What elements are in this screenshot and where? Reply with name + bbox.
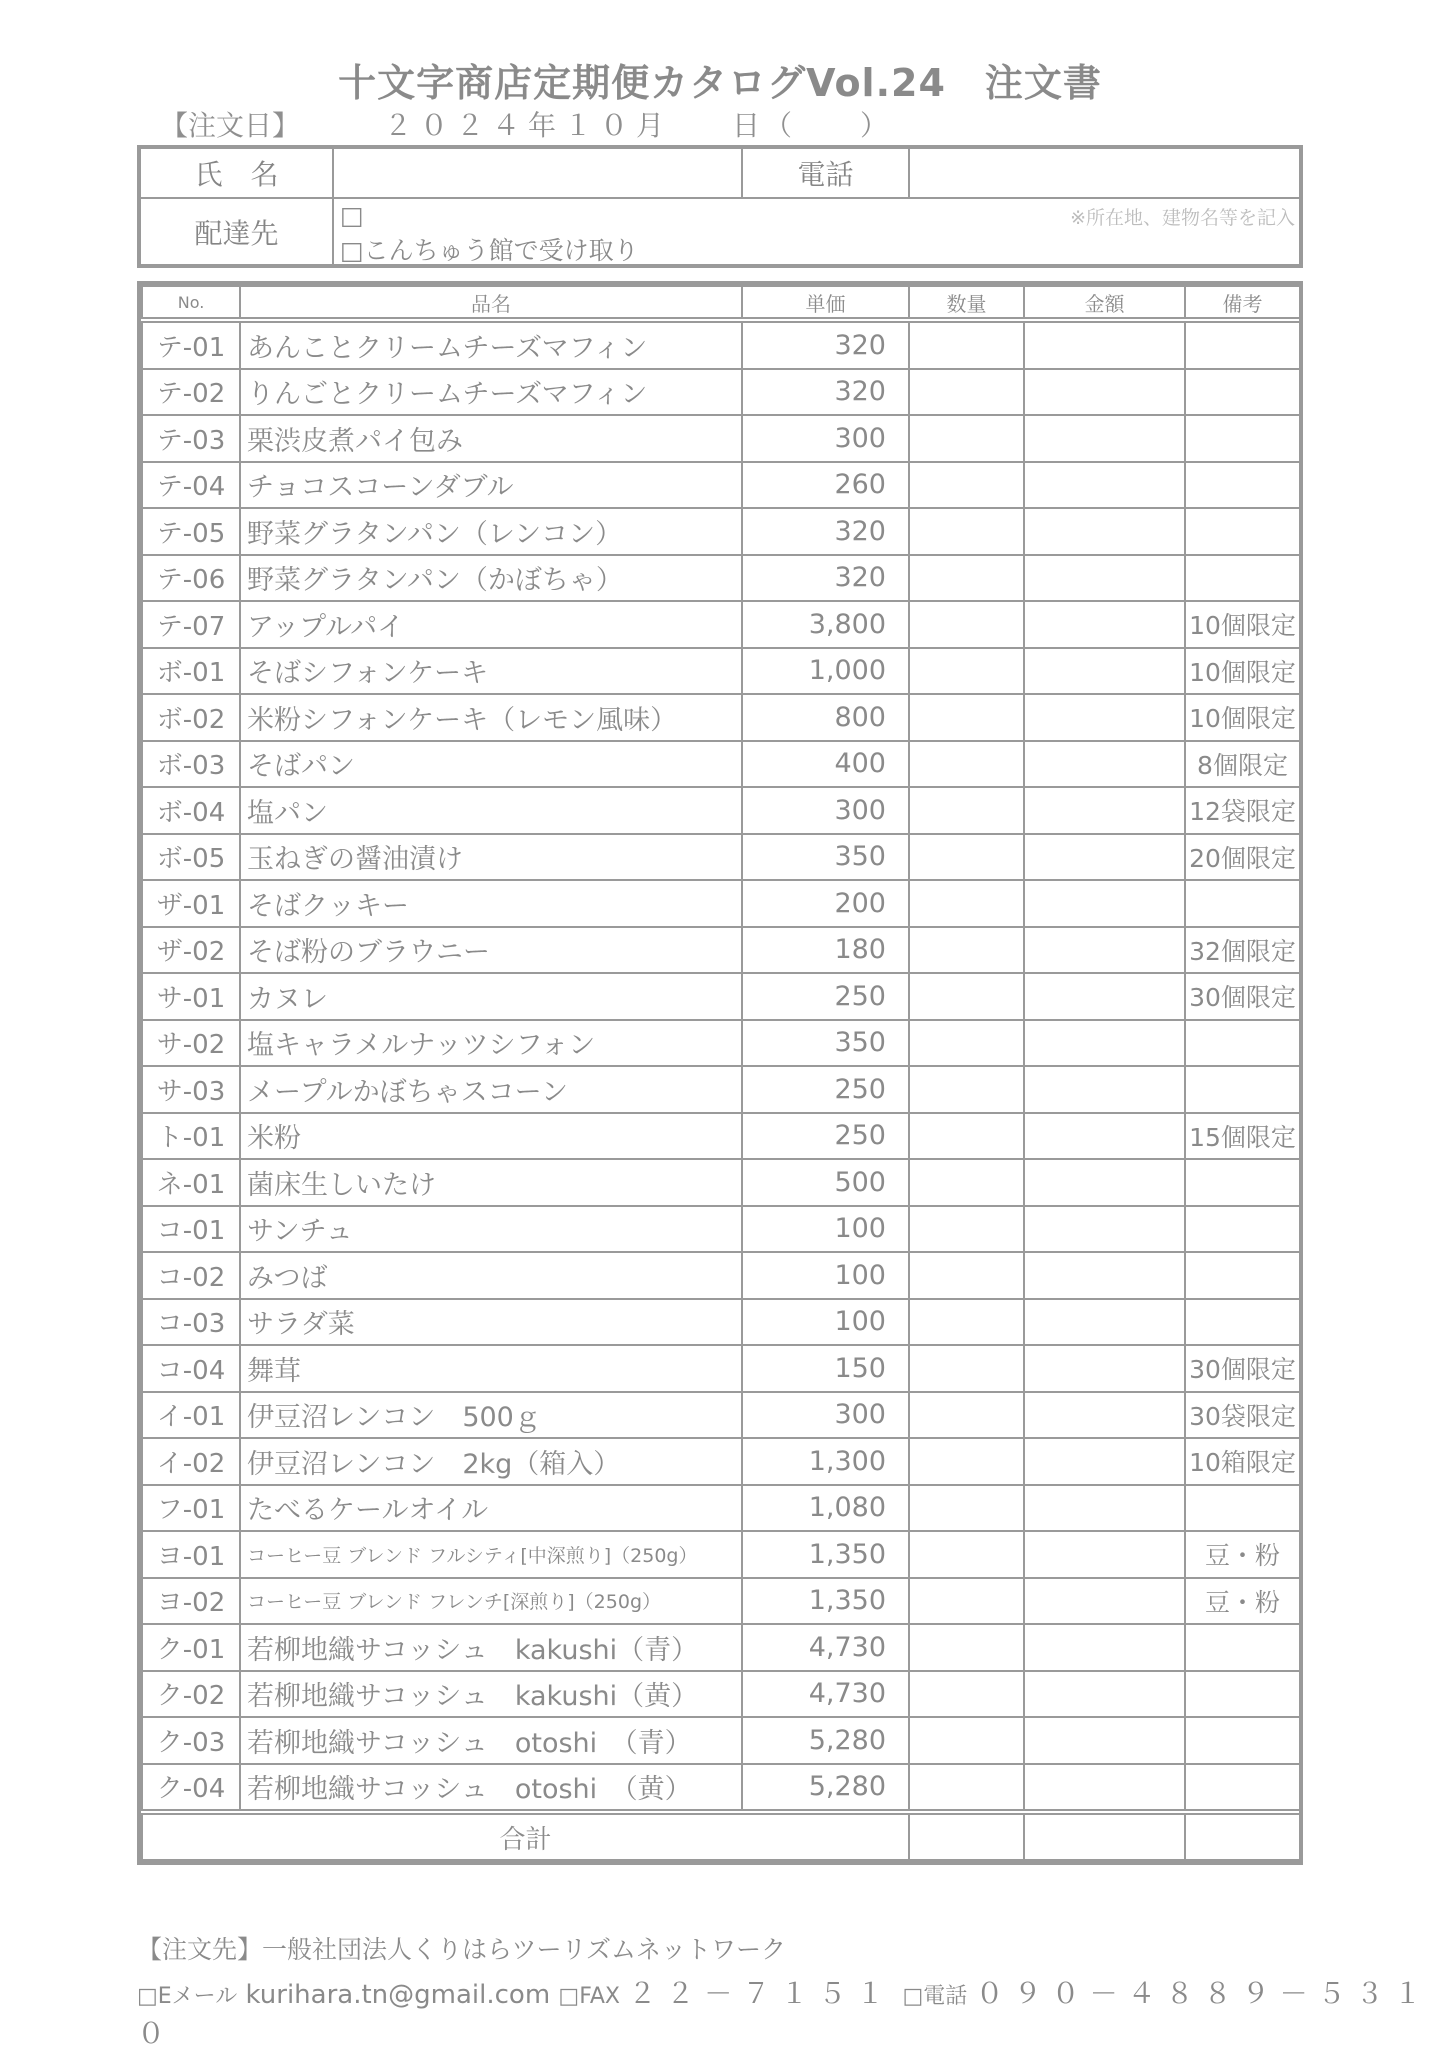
item-qty-field[interactable] xyxy=(909,694,1024,741)
table-row xyxy=(142,462,1300,509)
item-amount-field[interactable] xyxy=(1024,369,1185,416)
item-qty-field[interactable] xyxy=(909,508,1024,555)
item-name: サラダ菜 xyxy=(240,1299,742,1346)
total-qty-field[interactable] xyxy=(909,1812,1024,1860)
item-no: ク-04 xyxy=(142,1764,240,1813)
table-row xyxy=(142,508,1300,555)
item-name: そばクッキー xyxy=(240,880,742,927)
email-link[interactable]: kurihara.tn@gmail.com xyxy=(245,1980,551,2010)
item-price: 500 xyxy=(742,1159,909,1206)
item-qty-field[interactable] xyxy=(909,973,1024,1020)
item-price: 400 xyxy=(742,741,909,788)
name-field[interactable] xyxy=(334,149,743,199)
header-note: 備考 xyxy=(1185,286,1300,320)
table-row xyxy=(142,787,1300,834)
page-title: 十文字商店定期便カタログVol.24 注文書 xyxy=(338,61,1102,105)
item-amount-field[interactable] xyxy=(1024,1020,1185,1067)
item-no: コ-01 xyxy=(142,1206,240,1253)
item-name: 若柳地織サコッシュ kakushi（青） xyxy=(240,1624,742,1671)
item-name: たべるケールオイル xyxy=(240,1485,742,1532)
item-no: ヨ-01 xyxy=(142,1531,240,1578)
item-qty-field[interactable] xyxy=(909,927,1024,974)
item-amount-field[interactable] xyxy=(1024,834,1185,881)
table-row xyxy=(142,1113,1300,1160)
item-no: テ-04 xyxy=(142,462,240,509)
item-amount-field[interactable] xyxy=(1024,1531,1185,1578)
table-row xyxy=(142,1020,1300,1067)
item-amount-field[interactable] xyxy=(1024,880,1185,927)
delivery-pickup-checkbox[interactable]: □こんちゅう館で受け取り xyxy=(340,236,639,265)
item-price: 4,730 xyxy=(742,1624,909,1671)
item-name: アップルパイ xyxy=(240,601,742,648)
item-note xyxy=(1185,880,1300,927)
item-qty-field[interactable] xyxy=(909,1020,1024,1067)
item-note xyxy=(1185,1717,1300,1764)
item-name: チョコスコーンダブル xyxy=(240,462,742,509)
table-row xyxy=(142,880,1300,927)
item-note xyxy=(1185,1066,1300,1113)
item-name: 米粉シフォンケーキ（レモン風味） xyxy=(240,694,742,741)
item-no: ザ-01 xyxy=(142,880,240,927)
item-note: 30個限定 xyxy=(1185,1345,1300,1392)
item-note: 10個限定 xyxy=(1185,694,1300,741)
item-no: ク-01 xyxy=(142,1624,240,1671)
item-no: サ-02 xyxy=(142,1020,240,1067)
item-price: 1,080 xyxy=(742,1485,909,1532)
item-name: そばシフォンケーキ xyxy=(240,648,742,695)
item-no: テ-07 xyxy=(142,601,240,648)
item-name: 舞茸 xyxy=(240,1345,742,1392)
item-no: イ-02 xyxy=(142,1438,240,1485)
table-row xyxy=(142,1392,1300,1439)
phone-contact-label: □電話 xyxy=(902,1984,968,2009)
item-price: 350 xyxy=(742,834,909,881)
item-note: 10個限定 xyxy=(1185,648,1300,695)
item-note xyxy=(1185,320,1300,369)
item-qty-field[interactable] xyxy=(909,601,1024,648)
item-amount-field[interactable] xyxy=(1024,787,1185,834)
item-name: 栗渋皮煮パイ包み xyxy=(240,415,742,462)
item-name: 塩パン xyxy=(240,787,742,834)
item-price: 260 xyxy=(742,462,909,509)
item-qty-field[interactable] xyxy=(909,1159,1024,1206)
delivery-label: 配達先 xyxy=(141,199,334,264)
item-qty-field[interactable] xyxy=(909,1299,1024,1346)
item-name: 若柳地織サコッシュ otoshi （黄） xyxy=(240,1764,742,1813)
item-no: コ-03 xyxy=(142,1299,240,1346)
item-amount-field[interactable] xyxy=(1024,648,1185,695)
item-no: ト-01 xyxy=(142,1113,240,1160)
item-no: ボ-05 xyxy=(142,834,240,881)
item-amount-field[interactable] xyxy=(1024,1578,1185,1625)
item-name: サンチュ xyxy=(240,1206,742,1253)
item-note xyxy=(1185,1764,1300,1813)
item-qty-field[interactable] xyxy=(909,1531,1024,1578)
table-row xyxy=(142,555,1300,602)
total-row xyxy=(142,1812,1300,1860)
item-amount-field[interactable] xyxy=(1024,1066,1185,1113)
item-name: 若柳地織サコッシュ otoshi （青） xyxy=(240,1717,742,1764)
item-price: 800 xyxy=(742,694,909,741)
item-price: 250 xyxy=(742,1113,909,1160)
item-name: 伊豆沼レンコン 500ｇ xyxy=(240,1392,742,1439)
item-note xyxy=(1185,1624,1300,1671)
item-no: テ-01 xyxy=(142,320,240,369)
item-note: 15個限定 xyxy=(1185,1113,1300,1160)
table-row xyxy=(142,1159,1300,1206)
item-qty-field[interactable] xyxy=(909,320,1024,369)
item-note: 30個限定 xyxy=(1185,973,1300,1020)
header-no: No. xyxy=(142,286,240,320)
table-row xyxy=(142,1066,1300,1113)
item-qty-field[interactable] xyxy=(909,1113,1024,1160)
item-qty-field[interactable] xyxy=(909,1624,1024,1671)
order-date xyxy=(160,104,892,144)
table-row xyxy=(142,369,1300,416)
item-qty-field[interactable] xyxy=(909,1345,1024,1392)
item-qty-field[interactable] xyxy=(909,1764,1024,1813)
item-amount-field[interactable] xyxy=(1024,1299,1185,1346)
item-note xyxy=(1185,1159,1300,1206)
item-qty-field[interactable] xyxy=(909,369,1024,416)
item-no: ヨ-02 xyxy=(142,1578,240,1625)
item-no: ボ-01 xyxy=(142,648,240,695)
item-amount-field[interactable] xyxy=(1024,1764,1185,1813)
item-amount-field[interactable] xyxy=(1024,320,1185,369)
table-row xyxy=(142,1717,1300,1764)
item-qty-field[interactable] xyxy=(909,1717,1024,1764)
item-note xyxy=(1185,462,1300,509)
item-price: 300 xyxy=(742,1392,909,1439)
delivery-address-checkbox[interactable]: □ xyxy=(340,201,364,230)
item-note: 8個限定 xyxy=(1185,741,1300,788)
item-price: 250 xyxy=(742,973,909,1020)
table-row xyxy=(142,415,1300,462)
delivery-note: ※所在地、建物名等を記入 xyxy=(1070,207,1295,229)
item-qty-field[interactable] xyxy=(909,1485,1024,1532)
phone-number: ０９０－４８８９－５３１０ xyxy=(137,1977,1432,2050)
item-no: サ-01 xyxy=(142,973,240,1020)
table-row xyxy=(142,694,1300,741)
item-note xyxy=(1185,1299,1300,1346)
item-price: 200 xyxy=(742,880,909,927)
table-row xyxy=(142,648,1300,695)
fax-label: □FAX xyxy=(558,1984,620,2009)
order-date-day[interactable]: 日（ ） xyxy=(732,109,893,142)
item-amount-field[interactable] xyxy=(1024,1671,1185,1718)
item-no: コ-02 xyxy=(142,1252,240,1299)
item-note: 32個限定 xyxy=(1185,927,1300,974)
item-amount-field[interactable] xyxy=(1024,1624,1185,1671)
item-amount-field[interactable] xyxy=(1024,1485,1185,1532)
item-amount-field[interactable] xyxy=(1024,1113,1185,1160)
total-amount-field[interactable] xyxy=(1024,1812,1185,1860)
item-qty-field[interactable] xyxy=(909,880,1024,927)
item-qty-field[interactable] xyxy=(909,787,1024,834)
item-qty-field[interactable] xyxy=(909,1392,1024,1439)
item-qty-field[interactable] xyxy=(909,1252,1024,1299)
item-name: 菌床生しいたけ xyxy=(240,1159,742,1206)
item-price: 250 xyxy=(742,1066,909,1113)
item-note xyxy=(1185,1206,1300,1253)
table-row xyxy=(142,1438,1300,1485)
item-amount-field[interactable] xyxy=(1024,462,1185,509)
item-note: 30袋限定 xyxy=(1185,1392,1300,1439)
table-row xyxy=(142,1485,1300,1532)
table-row xyxy=(142,834,1300,881)
total-label: 合計 xyxy=(142,1812,909,1860)
item-note xyxy=(1185,508,1300,555)
item-name: 玉ねぎの醤油漬け xyxy=(240,834,742,881)
item-price: 320 xyxy=(742,508,909,555)
item-price: 320 xyxy=(742,369,909,416)
item-price: 1,300 xyxy=(742,1438,909,1485)
item-name: カヌレ xyxy=(240,973,742,1020)
item-no: テ-05 xyxy=(142,508,240,555)
item-no: ボ-04 xyxy=(142,787,240,834)
item-price: 100 xyxy=(742,1252,909,1299)
item-no: イ-01 xyxy=(142,1392,240,1439)
item-note xyxy=(1185,1252,1300,1299)
item-name: みつば xyxy=(240,1252,742,1299)
table-row xyxy=(142,1252,1300,1299)
item-no: ザ-02 xyxy=(142,927,240,974)
name-label: 氏 名 xyxy=(141,149,334,199)
item-qty-field[interactable] xyxy=(909,1671,1024,1718)
item-amount-field[interactable] xyxy=(1024,555,1185,602)
item-no: ボ-03 xyxy=(142,741,240,788)
item-note: 10個限定 xyxy=(1185,601,1300,648)
header-name: 品名 xyxy=(240,286,742,320)
item-amount-field[interactable] xyxy=(1024,415,1185,462)
item-name: 伊豆沼レンコン 2kg（箱入） xyxy=(240,1438,742,1485)
item-name: りんごとクリームチーズマフィン xyxy=(240,369,742,416)
table-row xyxy=(142,1578,1300,1625)
item-name: 若柳地織サコッシュ kakushi（黄） xyxy=(240,1671,742,1718)
table-row xyxy=(142,1206,1300,1253)
item-price: 320 xyxy=(742,320,909,369)
item-note: 10箱限定 xyxy=(1185,1438,1300,1485)
item-price: 5,280 xyxy=(742,1764,909,1813)
item-no: フ-01 xyxy=(142,1485,240,1532)
header-amount: 金額 xyxy=(1024,286,1185,320)
item-price: 300 xyxy=(742,787,909,834)
item-name: コーヒー豆 ブレンド フルシティ[中深煎り]（250g） xyxy=(240,1531,742,1578)
table-row xyxy=(142,973,1300,1020)
table-row xyxy=(142,1345,1300,1392)
item-amount-field[interactable] xyxy=(1024,601,1185,648)
order-to: 【注文先】一般社団法人くりはらツーリズムネットワーク xyxy=(137,1935,787,1964)
item-name: 野菜グラタンパン（レンコン） xyxy=(240,508,742,555)
order-date-value: ２０２４年１０月 xyxy=(384,109,673,142)
item-price: 5,280 xyxy=(742,1717,909,1764)
item-qty-field[interactable] xyxy=(909,1578,1024,1625)
item-qty-field[interactable] xyxy=(909,1206,1024,1253)
item-note xyxy=(1185,369,1300,416)
table-row xyxy=(142,1531,1300,1578)
table-header-row xyxy=(142,286,1300,320)
phone-field[interactable] xyxy=(910,149,1299,199)
item-amount-field[interactable] xyxy=(1024,1717,1185,1764)
order-contact xyxy=(137,1930,1440,2052)
item-amount-field[interactable] xyxy=(1024,1345,1185,1392)
item-name: コーヒー豆 ブレンド フレンチ[深煎り]（250g） xyxy=(240,1578,742,1625)
table-row xyxy=(142,1764,1300,1813)
item-no: テ-03 xyxy=(142,415,240,462)
item-qty-field[interactable] xyxy=(909,415,1024,462)
item-price: 100 xyxy=(742,1206,909,1253)
item-name: 塩キャラメルナッツシフォン xyxy=(240,1020,742,1067)
item-price: 300 xyxy=(742,415,909,462)
item-qty-field[interactable] xyxy=(909,1438,1024,1485)
table-row xyxy=(142,741,1300,788)
item-price: 1,000 xyxy=(742,648,909,695)
item-qty-field[interactable] xyxy=(909,834,1024,881)
item-price: 350 xyxy=(742,1020,909,1067)
item-amount-field[interactable] xyxy=(1024,1206,1185,1253)
item-name: メープルかぼちゃスコーン xyxy=(240,1066,742,1113)
customer-info-box xyxy=(137,145,1303,268)
order-items-table xyxy=(137,281,1303,1865)
table-row xyxy=(142,1299,1300,1346)
item-note xyxy=(1185,1485,1300,1532)
item-no: ボ-02 xyxy=(142,694,240,741)
item-price: 100 xyxy=(742,1299,909,1346)
item-no: ク-02 xyxy=(142,1671,240,1718)
item-no: コ-04 xyxy=(142,1345,240,1392)
header-qty: 数量 xyxy=(909,286,1024,320)
item-note: 豆・粉 xyxy=(1185,1578,1300,1625)
item-amount-field[interactable] xyxy=(1024,1159,1185,1206)
table-row xyxy=(142,601,1300,648)
item-qty-field[interactable] xyxy=(909,741,1024,788)
item-amount-field[interactable] xyxy=(1024,508,1185,555)
table-row xyxy=(142,1671,1300,1718)
email-label: □Eメール xyxy=(137,1984,238,2009)
item-no: サ-03 xyxy=(142,1066,240,1113)
item-note xyxy=(1185,1671,1300,1718)
item-price: 150 xyxy=(742,1345,909,1392)
item-note xyxy=(1185,1020,1300,1067)
item-note xyxy=(1185,415,1300,462)
item-amount-field[interactable] xyxy=(1024,1392,1185,1439)
item-no: ク-03 xyxy=(142,1717,240,1764)
fax-number: ２２－７１５１ xyxy=(628,1977,895,2010)
item-name: そばパン xyxy=(240,741,742,788)
item-price: 320 xyxy=(742,555,909,602)
delivery-field xyxy=(334,199,1299,264)
item-no: テ-06 xyxy=(142,555,240,602)
item-no: ネ-01 xyxy=(142,1159,240,1206)
item-amount-field[interactable] xyxy=(1024,741,1185,788)
item-note xyxy=(1185,555,1300,602)
item-note: 12袋限定 xyxy=(1185,787,1300,834)
item-note: 豆・粉 xyxy=(1185,1531,1300,1578)
table-row xyxy=(142,927,1300,974)
item-qty-field[interactable] xyxy=(909,462,1024,509)
item-name: 米粉 xyxy=(240,1113,742,1160)
item-amount-field[interactable] xyxy=(1024,927,1185,974)
item-amount-field[interactable] xyxy=(1024,694,1185,741)
total-note-field xyxy=(1185,1812,1300,1860)
item-qty-field[interactable] xyxy=(909,1066,1024,1113)
order-date-label: 【注文日】 xyxy=(160,109,301,142)
item-amount-field[interactable] xyxy=(1024,1252,1185,1299)
phone-label: 電話 xyxy=(743,149,910,199)
item-note: 20個限定 xyxy=(1185,834,1300,881)
table-row xyxy=(142,320,1300,369)
item-name: 野菜グラタンパン（かぼちゃ） xyxy=(240,555,742,602)
item-price: 3,800 xyxy=(742,601,909,648)
item-price: 4,730 xyxy=(742,1671,909,1718)
header-price: 単価 xyxy=(742,286,909,320)
item-price: 180 xyxy=(742,927,909,974)
table-row xyxy=(142,1624,1300,1671)
item-name: そば粉のブラウニー xyxy=(240,927,742,974)
item-price: 1,350 xyxy=(742,1531,909,1578)
item-name: あんことクリームチーズマフィン xyxy=(240,320,742,369)
item-amount-field[interactable] xyxy=(1024,973,1185,1020)
item-amount-field[interactable] xyxy=(1024,1438,1185,1485)
item-qty-field[interactable] xyxy=(909,555,1024,602)
item-qty-field[interactable] xyxy=(909,648,1024,695)
item-no: テ-02 xyxy=(142,369,240,416)
item-price: 1,350 xyxy=(742,1578,909,1625)
